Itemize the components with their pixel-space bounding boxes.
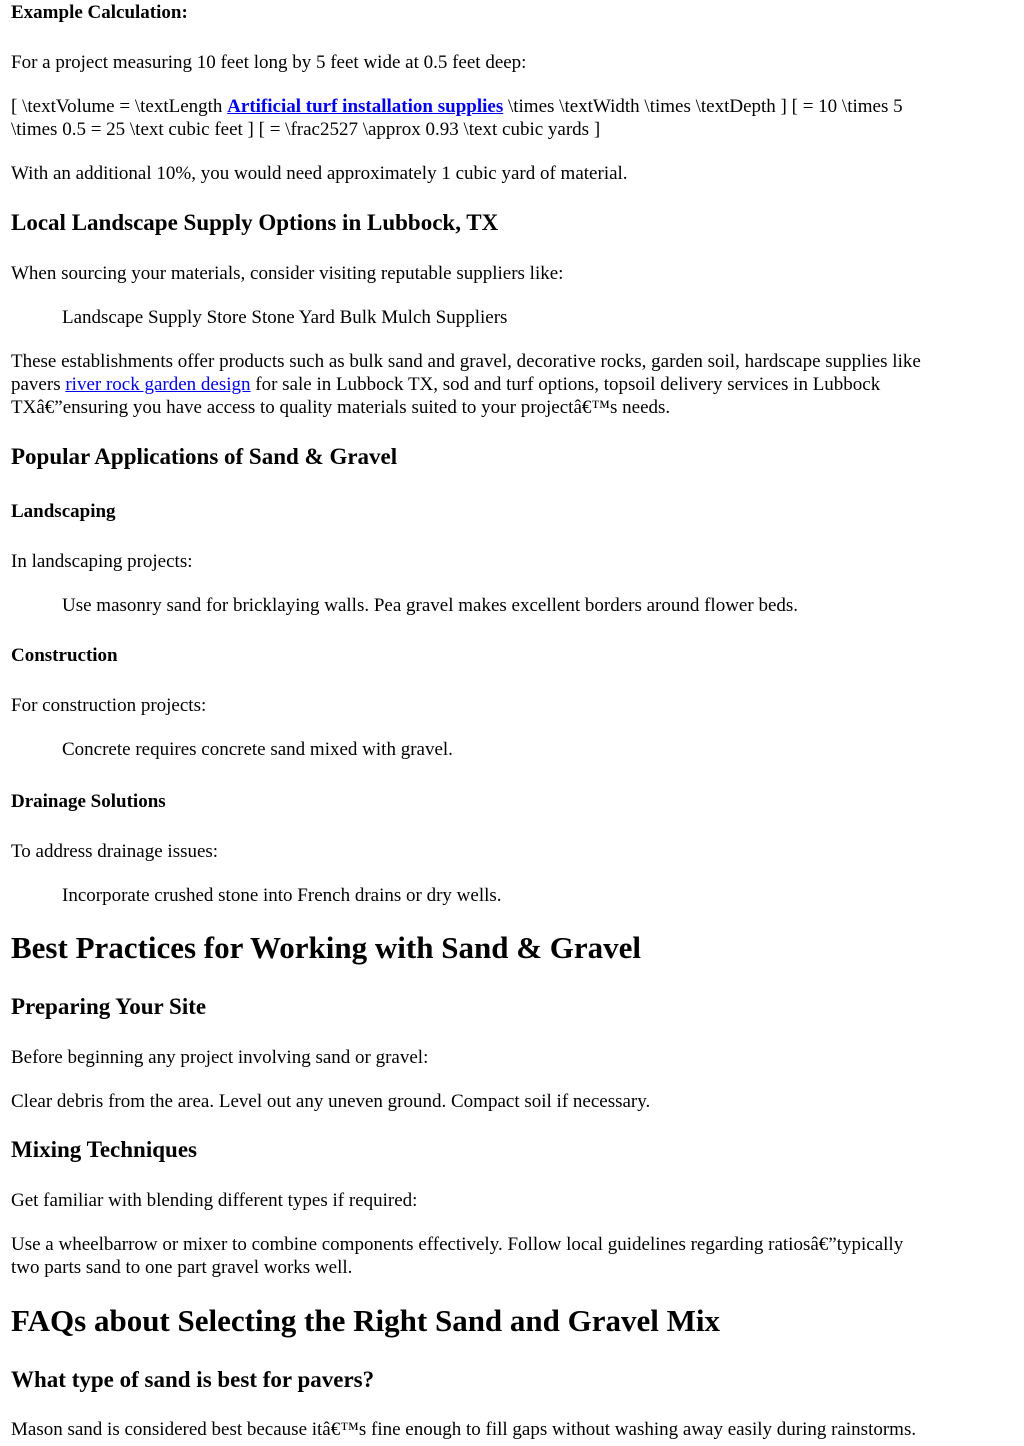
formula-line-1 [11, 95, 903, 118]
preparing-site-heading: Preparing Your Site [11, 994, 207, 1019]
local-para-line-3: TXâ€”ensuring you have access to quality materials suited to your projectâ€™s needs. [11, 397, 671, 418]
local-intro: When sourcing your materials, consider visiting reputable suppliers like: [11, 263, 564, 284]
landscaping-intro: In landscaping projects: [11, 551, 193, 572]
drainage-intro: To address drainage issues: [11, 841, 219, 862]
drainage-item: Incorporate crushed stone into French drains or dry wells. [62, 885, 502, 906]
faqs-heading: FAQs about Selecting the Right Sand and Gravel Mix [11, 1303, 721, 1338]
local-para-text-b: for sale in Lubbock TX, sod and turf options, topsoil delivery services in Lubbock [250, 374, 881, 395]
landscaping-item: Use masonry sand for bricklaying walls. Pea gravel makes excellent borders around flower beds. [62, 595, 799, 616]
applications-heading: Popular Applications of Sand & Gravel [11, 444, 398, 469]
local-supply-heading: Local Landscape Supply Options in Lubbock, TX [11, 210, 499, 235]
site-intro: Before beginning any project involving sand or gravel: [11, 1047, 429, 1068]
local-para-text-a: pavers [11, 374, 66, 395]
formula-text-a: [ \textVolume = \textLength [11, 96, 228, 117]
mixing-heading: Mixing Techniques [11, 1137, 197, 1162]
suppliers-list: Landscape Supply Store Stone Yard Bulk Mulch Suppliers [62, 307, 508, 328]
mixing-line-1: Use a wheelbarrow or mixer to combine components effectively. Follow local guidelines regarding ratiosâ€”typically [11, 1234, 904, 1255]
local-para-line-2 [11, 373, 880, 396]
local-para-line-1: These establishments offer products such as bulk sand and gravel, decorative rocks, garden soil, hardscape supplies like [11, 351, 921, 372]
construction-heading: Construction [11, 645, 118, 666]
river-rock-link[interactable]: river rock garden design [65, 374, 251, 395]
faq-answer-1: Mason sand is considered best because itâ€™s fine enough to fill gaps without washing away easily during rainstorms. [11, 1419, 917, 1440]
drainage-heading: Drainage Solutions [11, 791, 166, 812]
construction-item: Concrete requires concrete sand mixed with gravel. [62, 739, 453, 760]
formula-line-2: \times 0.5 = 25 \text cubic feet ] [ = \frac2527 \approx 0.93 \text cubic yards ] [11, 119, 601, 140]
example-heading: Example Calculation: [11, 2, 188, 23]
mixing-line-2: two parts sand to one part gravel works well. [11, 1257, 353, 1278]
formula-text-b: \times \textWidth \times \textDepth ] [ = 10 \times 5 [503, 96, 903, 117]
example-intro: For a project measuring 10 feet long by 5 feet wide at 0.5 feet deep: [11, 52, 527, 73]
best-practices-heading: Best Practices for Working with Sand & Gravel [11, 930, 642, 965]
site-steps: Clear debris from the area. Level out any uneven ground. Compact soil if necessary. [11, 1091, 651, 1112]
additional-note: With an additional 10%, you would need approximately 1 cubic yard of material. [11, 163, 628, 184]
landscaping-heading: Landscaping [11, 501, 116, 522]
mixing-intro: Get familiar with blending different types if required: [11, 1190, 418, 1211]
artificial-turf-link[interactable]: Artificial turf installation supplies [227, 96, 504, 117]
construction-intro: For construction projects: [11, 695, 207, 716]
faq-question-1: What type of sand is best for pavers? [11, 1367, 375, 1392]
